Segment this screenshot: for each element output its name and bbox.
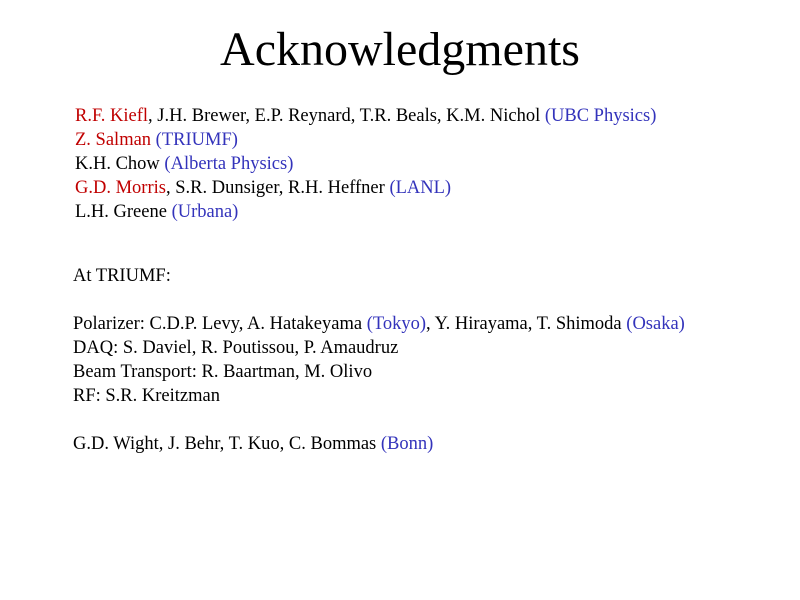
collaborator-line-alberta	[75, 152, 656, 176]
collaborator-line-triumf	[75, 128, 656, 152]
institution: (Tokyo)	[366, 314, 427, 334]
names: G.D. Wight, J. Behr, T. Kuo, C. Bommas	[73, 434, 381, 454]
collaborator-line-ubc	[75, 104, 656, 128]
names: , Y. Hirayama, T. Shimoda	[426, 314, 627, 334]
highlighted-name: G.D. Morris	[75, 178, 166, 198]
daq-line: DAQ: S. Daviel, R. Poutissou, P. Amaudruz	[73, 338, 399, 358]
institution: (LANL)	[389, 178, 452, 198]
institution: (UBC Physics)	[544, 106, 657, 126]
institution: (TRIUMF)	[155, 130, 238, 150]
page-title: Acknowledgments	[220, 23, 580, 76]
spacer	[73, 288, 685, 312]
others-line	[73, 432, 685, 456]
collaborators-list	[75, 104, 656, 224]
collaborator-line-lanl	[75, 176, 656, 200]
spacer	[73, 408, 685, 432]
names: K.H. Chow	[75, 154, 165, 174]
polarizer-line	[73, 312, 685, 336]
triumf-heading: At TRIUMF:	[73, 266, 171, 286]
institution: (Alberta Physics)	[164, 154, 294, 174]
triumf-section	[73, 264, 685, 456]
highlighted-name: R.F. Kiefl	[75, 106, 149, 126]
highlighted-name: Z. Salman	[75, 130, 152, 150]
names: Polarizer: C.D.P. Levy, A. Hatakeyama	[73, 314, 367, 334]
rf-line: RF: S.R. Kreitzman	[73, 386, 220, 406]
names: , J.H. Brewer, E.P. Reynard, T.R. Beals, K.M. Nichol	[148, 106, 545, 126]
collaborator-line-urbana	[75, 200, 656, 224]
beam-transport-line: Beam Transport: R. Baartman, M. Olivo	[73, 362, 373, 382]
institution: (Bonn)	[380, 434, 434, 454]
institution: (Urbana)	[171, 202, 239, 222]
names: L.H. Greene	[75, 202, 172, 222]
institution: (Osaka)	[626, 314, 685, 334]
names: , S.R. Dunsiger, R.H. Heffner	[165, 178, 390, 198]
